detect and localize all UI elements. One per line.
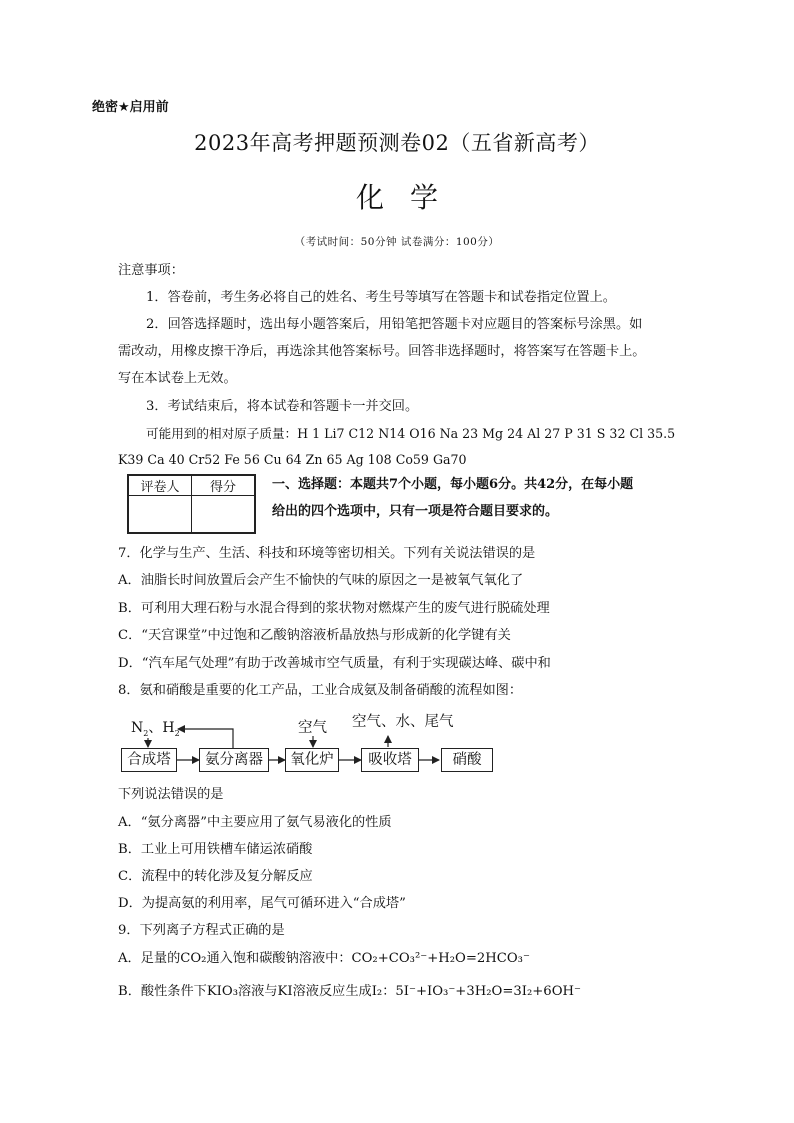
secret-label: 绝密★启用前: [92, 100, 169, 115]
q7-option-d: D．“汽车尾气处理”有助于改善城市空气质量，有利于实现碳达峰、碳中和: [118, 656, 551, 671]
subject-title: 化学: [355, 181, 464, 214]
atomic-mass-line1: 可能用到的相对原子质量：H 1 Li7 C12 N14 O16 Na 23 Mg 24 Al 27 P 31 S 32 Cl 35.5: [146, 426, 676, 441]
atomic-mass-line2: K39 Ca 40 Cr52 Fe 56 Cu 64 Zn 65 Ag 108 Co59 Ga70: [118, 452, 467, 467]
q9-option-a: A．足量的CO₂通入饱和碳酸钠溶液中：CO₂+CO₃²⁻+H₂O=2HCO₃⁻: [118, 951, 530, 966]
synthesis-tower-box: 合成塔: [121, 748, 177, 772]
section1-line2: 给出的四个选项中，只有一项是符合题目要求的。: [272, 504, 559, 519]
q7-option-b: B．可利用大理石粉与水混合得到的浆状物对燃煤产生的废气进行脱硫处理: [118, 601, 550, 616]
exam-title: 2023年高考押题预测卷02（五省新高考）: [194, 131, 600, 155]
nitric-acid-box: 硝酸: [441, 748, 493, 772]
note-item-2-line3: 写在本试卷上无效。: [118, 371, 237, 386]
note-item-3: 3．考试结束后，将本试卷和答题卡一并交回。: [146, 399, 419, 414]
absorption-tower-box: 吸收塔: [361, 748, 419, 772]
q8-option-d: D．为提高氨的利用率，尾气可循环进入“合成塔”: [118, 896, 406, 911]
section1-line1: 一、选择题：本题共7个小题，每小题6分。共42分，在每小题: [272, 477, 634, 492]
q8-option-c: C．流程中的转化涉及复分解反应: [118, 869, 313, 884]
q8-option-a: A．“氨分离器”中主要应用了氨气易液化的性质: [118, 815, 392, 830]
q9-option-b: B．酸性条件下KIO₃溶液与KI溶液反应生成I₂：5I⁻+IO₃⁻+3H₂O=3I₂+6OH⁻: [118, 984, 581, 999]
air-label: 空气: [298, 720, 327, 736]
note-item-1: 1．答卷前，考生务必将自己的姓名、考生号等填写在答题卡和试卷指定位置上。: [146, 290, 616, 305]
notes-heading: 注意事项：: [118, 263, 184, 278]
air-water-exhaust-label: 空气、水、尾气: [352, 714, 454, 730]
note-item-2-line1: 2．回答选择题时，选出每小题答案后，用铅笔把答题卡对应题目的答案标号涂黑。如: [146, 317, 643, 332]
q8-option-b: B．工业上可用铁槽车储运浓硝酸: [118, 842, 313, 857]
q7-stem: 7．化学与生产、生活、科技和环境等密切相关。下列有关说法错误的是: [118, 546, 536, 561]
exam-info: （考试时间：50分钟 试卷满分：100分）: [294, 236, 500, 248]
q9-stem: 9．下列离子方程式正确的是: [118, 923, 285, 938]
ammonia-separator-box: 氨分离器: [199, 748, 269, 772]
score-header: 得分: [192, 475, 256, 496]
q8-question: 下列说法错误的是: [118, 787, 224, 802]
note-item-2-line2: 需改动，用橡皮擦干净后，再选涂其他答案标号。回答非选择题时，将答案写在答题卡上。: [118, 344, 646, 359]
grader-header: 评卷人: [128, 475, 192, 496]
oxidation-furnace-box: 氧化炉: [285, 748, 339, 772]
n2-h2-feed-label: $N_2$、$H_2$: [131, 720, 180, 738]
q7-option-a: A．油脂长时间放置后会产生不愉快的气味的原因之一是被氧气氧化了: [118, 573, 524, 588]
q7-option-c: C．“天宫课堂”中过饱和乙酸钠溶液析晶放热与形成新的化学键有关: [118, 628, 511, 643]
arrow-recycle-line: [178, 729, 233, 748]
q8-stem: 8．氨和硝酸是重要的化工产品，工业合成氨及制备硝酸的流程如图：: [118, 683, 523, 698]
